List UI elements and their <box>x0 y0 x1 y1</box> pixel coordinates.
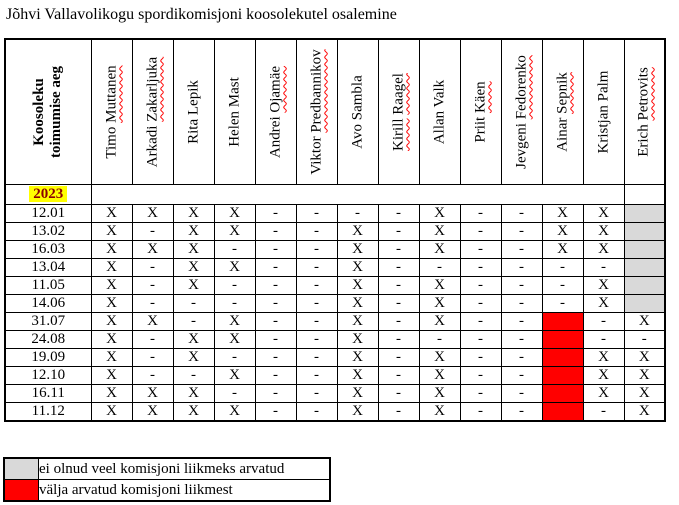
attendance-cell: - <box>501 204 542 222</box>
attendance-cell: - <box>255 204 296 222</box>
attendance-cell: - <box>460 348 501 366</box>
attendance-cell: X <box>624 402 665 421</box>
attendance-cell: X <box>583 348 624 366</box>
attendance-cell <box>542 330 583 348</box>
attendance-cell: - <box>132 276 173 294</box>
attendance-cell: - <box>255 312 296 330</box>
attendance-cell: X <box>624 384 665 402</box>
attendance-cell: X <box>624 366 665 384</box>
attendance-cell: - <box>337 204 378 222</box>
attendance-cell: - <box>296 294 337 312</box>
member-column-header <box>173 39 214 184</box>
attendance-row <box>5 276 665 294</box>
member-column-header <box>378 39 419 184</box>
corner-header-cell <box>5 39 91 184</box>
attendance-row <box>5 384 665 402</box>
member-column-header <box>214 39 255 184</box>
attendance-cell: X <box>419 366 460 384</box>
attendance-cell: - <box>214 384 255 402</box>
member-column-header <box>583 39 624 184</box>
attendance-cell: - <box>296 348 337 366</box>
attendance-cell: - <box>214 240 255 258</box>
member-name: Priit Käen <box>472 81 488 143</box>
attendance-cell: X <box>132 384 173 402</box>
attendance-cell: - <box>378 348 419 366</box>
attendance-cell: X <box>419 402 460 421</box>
attendance-cell: - <box>255 294 296 312</box>
legend-row <box>4 458 330 480</box>
attendance-cell: - <box>542 294 583 312</box>
attendance-cell: X <box>419 348 460 366</box>
attendance-cell: X <box>337 402 378 421</box>
attendance-cell: X <box>337 258 378 276</box>
attendance-cell <box>542 402 583 421</box>
attendance-cell: - <box>296 366 337 384</box>
attendance-cell: - <box>255 384 296 402</box>
attendance-cell: - <box>501 330 542 348</box>
attendance-cell: - <box>132 258 173 276</box>
attendance-cell: - <box>460 276 501 294</box>
attendance-row <box>5 348 665 366</box>
attendance-cell: - <box>460 222 501 240</box>
attendance-cell: - <box>296 330 337 348</box>
attendance-cell: - <box>624 330 665 348</box>
attendance-cell: X <box>337 312 378 330</box>
attendance-cell: X <box>214 258 255 276</box>
attendance-cell: X <box>419 276 460 294</box>
attendance-cell: - <box>501 276 542 294</box>
attendance-cell: X <box>337 276 378 294</box>
attendance-cell: X <box>624 312 665 330</box>
attendance-cell: X <box>91 384 132 402</box>
member-name: Kirill Raagel <box>390 72 406 151</box>
attendance-cell: - <box>255 402 296 421</box>
attendance-cell: X <box>337 366 378 384</box>
table-header-row <box>5 39 665 184</box>
year-label: 2023 <box>29 186 67 202</box>
attendance-cell <box>624 276 665 294</box>
attendance-cell: - <box>296 204 337 222</box>
member-column-header <box>91 39 132 184</box>
meeting-date-cell: 16.11 <box>5 384 91 402</box>
member-column-header <box>337 39 378 184</box>
attendance-cell: X <box>214 402 255 421</box>
member-name: Timo Muttanen <box>103 65 119 159</box>
attendance-cell: - <box>501 348 542 366</box>
member-name: Ainar Sepnik <box>554 71 570 152</box>
meeting-date-cell: 13.02 <box>5 222 91 240</box>
attendance-cell: X <box>173 384 214 402</box>
attendance-cell: X <box>583 240 624 258</box>
legend-row <box>4 480 330 502</box>
attendance-cell: X <box>337 222 378 240</box>
attendance-cell: X <box>419 222 460 240</box>
meeting-date-cell: 12.10 <box>5 366 91 384</box>
member-name: Viktor Predbannikov <box>308 49 324 175</box>
member-column-header <box>255 39 296 184</box>
attendance-cell: - <box>460 240 501 258</box>
attendance-cell: X <box>214 330 255 348</box>
attendance-cell: - <box>214 276 255 294</box>
legend-color-swatch <box>4 480 39 502</box>
attendance-cell: - <box>583 330 624 348</box>
attendance-cell: X <box>542 240 583 258</box>
member-name: Helen Mast <box>226 76 242 147</box>
attendance-cell: - <box>173 294 214 312</box>
member-name: Arkadi Zakarljuka <box>144 56 160 167</box>
attendance-cell: X <box>337 294 378 312</box>
attendance-cell: X <box>583 366 624 384</box>
attendance-cell: X <box>173 222 214 240</box>
attendance-row <box>5 312 665 330</box>
attendance-cell: - <box>419 330 460 348</box>
attendance-cell: - <box>419 258 460 276</box>
attendance-cell: X <box>91 240 132 258</box>
attendance-cell: X <box>583 294 624 312</box>
attendance-cell: X <box>173 330 214 348</box>
attendance-cell: - <box>214 294 255 312</box>
member-name: Kristjan Palm <box>595 70 611 154</box>
attendance-row <box>5 204 665 222</box>
attendance-cell: X <box>419 294 460 312</box>
attendance-cell: X <box>91 204 132 222</box>
attendance-cell: X <box>173 204 214 222</box>
attendance-cell: - <box>173 312 214 330</box>
attendance-row <box>5 330 665 348</box>
attendance-cell: X <box>91 276 132 294</box>
attendance-cell: - <box>583 402 624 421</box>
member-column-header <box>624 39 665 184</box>
attendance-cell <box>624 258 665 276</box>
attendance-row <box>5 258 665 276</box>
attendance-cell: X <box>91 348 132 366</box>
attendance-cell: - <box>378 204 419 222</box>
attendance-cell: - <box>460 366 501 384</box>
attendance-cell: - <box>378 384 419 402</box>
attendance-cell: X <box>91 312 132 330</box>
meeting-date-column-header: Koosoleku toimumise aeg <box>31 65 65 158</box>
attendance-cell: - <box>378 402 419 421</box>
attendance-cell: - <box>460 402 501 421</box>
attendance-cell: - <box>132 330 173 348</box>
attendance-cell: - <box>296 222 337 240</box>
attendance-cell: X <box>132 240 173 258</box>
attendance-cell <box>542 366 583 384</box>
attendance-cell: - <box>255 276 296 294</box>
attendance-cell: - <box>255 258 296 276</box>
member-name: Avo Sambla <box>349 75 365 149</box>
page-title: Jõhvi Vallavolikogu spordikomisjoni koosolekutel osalemine <box>6 6 397 23</box>
attendance-cell: X <box>419 204 460 222</box>
attendance-cell <box>542 312 583 330</box>
attendance-cell: - <box>460 258 501 276</box>
year-row-merged-cell <box>91 184 624 204</box>
attendance-cell: X <box>214 366 255 384</box>
member-column-header <box>501 39 542 184</box>
attendance-cell: - <box>378 312 419 330</box>
attendance-cell: - <box>255 330 296 348</box>
meeting-date-cell: 13.04 <box>5 258 91 276</box>
member-column-header <box>296 39 337 184</box>
attendance-cell: - <box>460 204 501 222</box>
legend-label: välja arvatud komisjoni liikmest <box>39 480 331 502</box>
attendance-cell: - <box>296 402 337 421</box>
attendance-cell: X <box>214 222 255 240</box>
attendance-row <box>5 240 665 258</box>
year-row <box>5 184 665 204</box>
attendance-cell: - <box>132 294 173 312</box>
attendance-cell: X <box>214 312 255 330</box>
member-column-header <box>460 39 501 184</box>
attendance-cell: X <box>337 240 378 258</box>
attendance-cell <box>542 348 583 366</box>
attendance-cell: X <box>419 384 460 402</box>
attendance-cell: - <box>255 348 296 366</box>
attendance-cell: - <box>501 258 542 276</box>
attendance-cell: - <box>460 312 501 330</box>
attendance-cell: X <box>173 348 214 366</box>
attendance-cell: - <box>378 276 419 294</box>
attendance-cell: - <box>501 312 542 330</box>
attendance-cell: - <box>501 366 542 384</box>
attendance-cell: - <box>132 222 173 240</box>
attendance-row <box>5 402 665 421</box>
attendance-cell: X <box>173 402 214 421</box>
attendance-cell <box>624 294 665 312</box>
attendance-cell: - <box>460 294 501 312</box>
attendance-cell: X <box>583 222 624 240</box>
attendance-row <box>5 366 665 384</box>
attendance-cell: X <box>419 240 460 258</box>
attendance-cell: X <box>91 222 132 240</box>
attendance-cell: X <box>214 204 255 222</box>
member-name: Jevgeni Fedorenko <box>513 54 529 169</box>
attendance-cell: - <box>542 276 583 294</box>
attendance-cell: X <box>173 258 214 276</box>
attendance-cell: - <box>378 366 419 384</box>
attendance-cell: X <box>91 366 132 384</box>
member-name: Rita Lepik <box>185 79 201 144</box>
attendance-cell: X <box>132 204 173 222</box>
attendance-cell: - <box>501 240 542 258</box>
legend-color-swatch <box>4 458 39 480</box>
attendance-cell: X <box>132 402 173 421</box>
attendance-cell: - <box>296 384 337 402</box>
attendance-cell: - <box>296 276 337 294</box>
member-name: Allan Valk <box>431 79 447 144</box>
attendance-row <box>5 294 665 312</box>
attendance-cell: X <box>132 312 173 330</box>
attendance-cell: - <box>460 330 501 348</box>
attendance-cell: - <box>501 294 542 312</box>
meeting-date-cell: 19.09 <box>5 348 91 366</box>
member-column-header <box>419 39 460 184</box>
attendance-cell: X <box>173 240 214 258</box>
meeting-date-cell: 12.01 <box>5 204 91 222</box>
attendance-cell: - <box>255 366 296 384</box>
member-column-header <box>542 39 583 184</box>
attendance-cell: - <box>378 240 419 258</box>
member-name: Erich Petrovits <box>635 66 652 157</box>
attendance-cell: - <box>501 402 542 421</box>
year-row-last-cell <box>624 184 665 204</box>
member-name: Andrei Ojamäe <box>267 65 283 158</box>
attendance-cell: - <box>173 366 214 384</box>
attendance-cell: X <box>583 384 624 402</box>
attendance-cell: X <box>173 276 214 294</box>
attendance-cell: - <box>378 294 419 312</box>
attendance-cell: X <box>91 402 132 421</box>
attendance-cell: - <box>132 348 173 366</box>
attendance-cell: X <box>542 222 583 240</box>
meeting-date-cell: 24.08 <box>5 330 91 348</box>
attendance-cell: - <box>583 312 624 330</box>
attendance-cell: - <box>132 366 173 384</box>
attendance-cell: - <box>378 258 419 276</box>
attendance-cell: X <box>337 384 378 402</box>
year-cell <box>5 184 91 204</box>
attendance-cell: - <box>296 258 337 276</box>
attendance-cell <box>624 204 665 222</box>
attendance-cell: - <box>501 384 542 402</box>
meeting-date-cell: 14.06 <box>5 294 91 312</box>
attendance-cell: X <box>337 330 378 348</box>
attendance-cell: X <box>91 294 132 312</box>
attendance-cell: - <box>583 258 624 276</box>
attendance-cell: X <box>624 348 665 366</box>
meeting-date-cell: 31.07 <box>5 312 91 330</box>
legend-label: ei olnud veel komisjoni liikmeks arvatud <box>39 458 331 480</box>
attendance-cell <box>542 384 583 402</box>
attendance-cell: - <box>255 222 296 240</box>
meeting-date-cell: 16.03 <box>5 240 91 258</box>
attendance-cell: - <box>255 240 296 258</box>
legend-table <box>3 457 331 502</box>
meeting-date-cell: 11.05 <box>5 276 91 294</box>
attendance-cell: X <box>583 204 624 222</box>
attendance-cell: - <box>296 312 337 330</box>
attendance-cell: - <box>296 240 337 258</box>
attendance-row <box>5 222 665 240</box>
attendance-cell: - <box>460 384 501 402</box>
attendance-cell <box>624 240 665 258</box>
attendance-cell <box>624 222 665 240</box>
attendance-table <box>4 38 666 422</box>
attendance-cell: X <box>419 312 460 330</box>
attendance-cell: - <box>542 258 583 276</box>
attendance-cell: X <box>337 348 378 366</box>
attendance-cell: - <box>501 222 542 240</box>
attendance-cell: - <box>378 330 419 348</box>
attendance-cell: X <box>542 204 583 222</box>
attendance-cell: - <box>378 222 419 240</box>
attendance-cell: X <box>91 258 132 276</box>
attendance-cell: X <box>583 276 624 294</box>
meeting-date-cell: 11.12 <box>5 402 91 421</box>
member-column-header <box>132 39 173 184</box>
attendance-cell: X <box>91 330 132 348</box>
attendance-cell: - <box>214 348 255 366</box>
